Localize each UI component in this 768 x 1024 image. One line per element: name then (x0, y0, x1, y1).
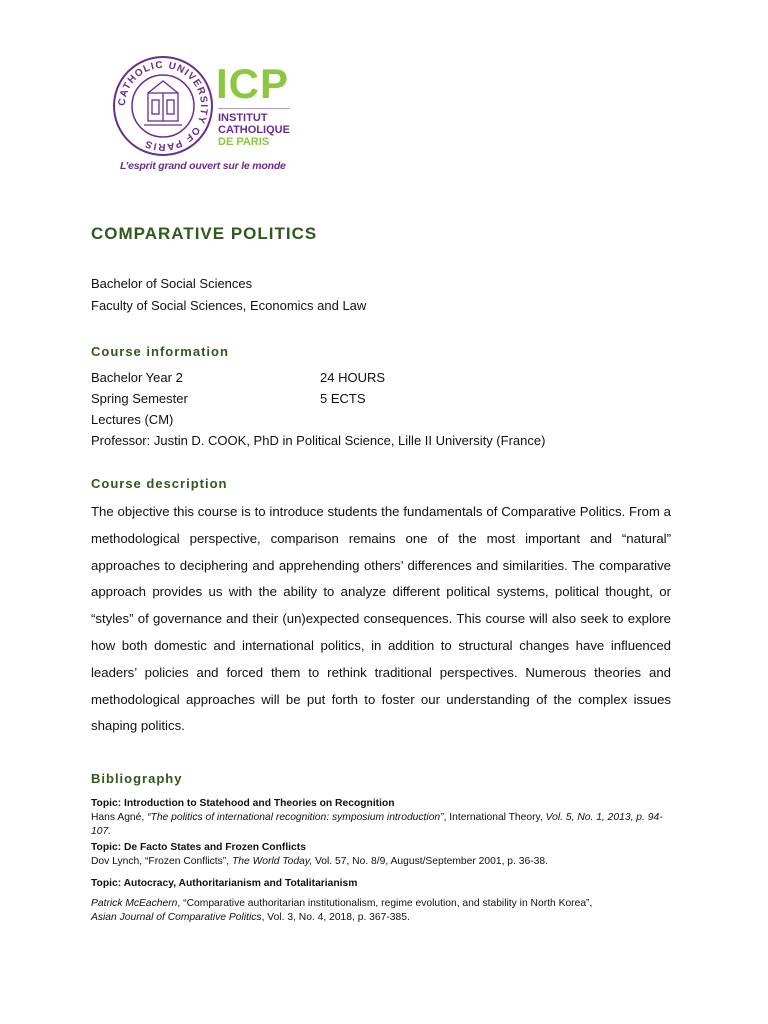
bibliography-topic: Topic: Introduction to Statehood and Theories on Recognition (91, 798, 395, 809)
bibliography-entry (91, 877, 681, 925)
course-description-text: The objective this course is to introduce students the fundamentals of Comparative Politics. From a methodological perspective, comparison remains one of the most important and “natural” approaches to deciphering and apprehending others’ differences and similarities. The comparative approach provides us with the ability to analyze different political systems, political thought, or “styles” of governance and their (un)expected consequences. This course will also seek to explore how both domestic and international politics, in addition to structural changes have influenced leaders’ policies and forced them to rethink traditional perspectives. Numerous theories and methodological approaches will be put forth to foster our understanding of the complex issues shaping politics. (91, 504, 671, 734)
university-seal-icon (112, 55, 214, 157)
bibliography-citation: Dov Lynch, “Frozen Conflicts”, The World Today, Vol. 57, No. 8/9, August/September 2001, p. 36-38. (91, 856, 548, 867)
icp-logo (100, 42, 332, 192)
bibliography-topic: Topic: De Facto States and Frozen Conflicts (91, 842, 306, 853)
logo-acronym: ICP (216, 60, 290, 107)
document-title: COMPARATIVE POLITICS (91, 224, 318, 243)
course-semester: Spring Semester (91, 391, 188, 406)
bibliography-heading: Bibliography (91, 771, 183, 786)
course-professor: Professor: Justin D. COOK, PhD in Political Science, Lille II University (France) (91, 433, 546, 448)
course-description-heading: Course description (91, 476, 228, 491)
logo-institute-name: INSTITUT CATHOLIQUE DE PARIS (218, 112, 290, 148)
faculty-name: Faculty of Social Sciences, Economics and Law (91, 298, 367, 313)
bibliography-citation: Hans Agné, “The politics of international recognition: symposium introduction”, International Theory, Vol. 5, No. 1, 2013, p. 94-107. (91, 812, 663, 837)
bibliography-topic: Topic: Autocracy, Authoritarianism and Totalitarianism (91, 878, 358, 889)
bibliography-entry (91, 841, 681, 869)
course-ects: 5 ECTS (320, 391, 366, 406)
bibliography-entry (91, 797, 681, 839)
program-name: Bachelor of Social Sciences (91, 276, 253, 291)
course-information-heading: Course information (91, 344, 229, 359)
logo-divider (218, 108, 290, 109)
course-hours: 24 HOURS (320, 370, 386, 385)
course-year: Bachelor Year 2 (91, 370, 183, 385)
course-format: Lectures (CM) (91, 412, 174, 427)
svg-text:CATHOLIC UNIVERSITY OF PARIS: CATHOLIC UNIVERSITY OF PARIS (116, 59, 210, 153)
bibliography-citation: Patrick McEachern, “Comparative authoritarian institutionalism, regime evolution, and stability in North Korea”, Asian Journal of Comparative Politics, Vol. 3, No. 4, 2018, p. 367-385. (91, 898, 593, 923)
logo-motto: L’esprit grand ouvert sur le monde (120, 160, 286, 172)
